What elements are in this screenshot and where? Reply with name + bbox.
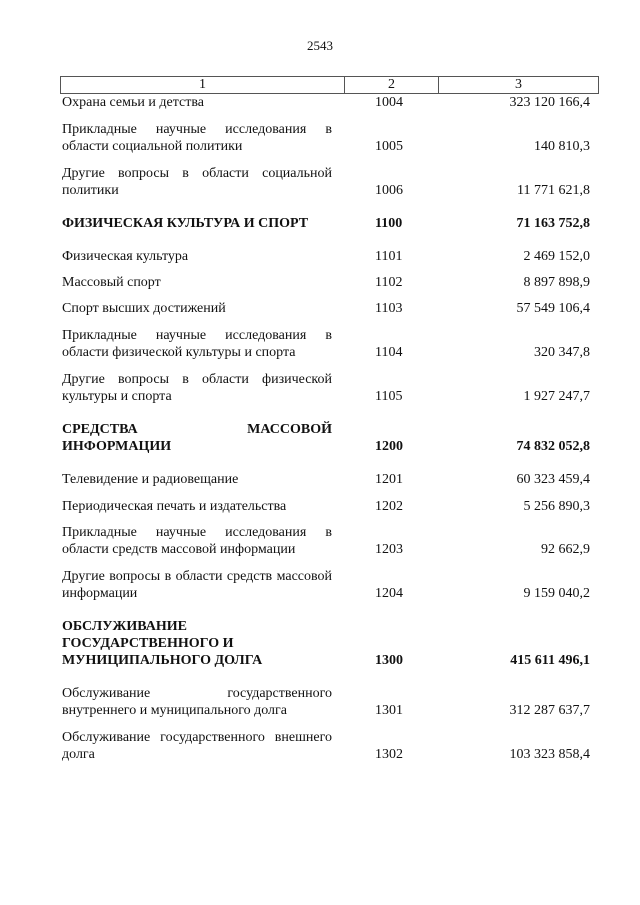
row-code: 1102 bbox=[375, 275, 403, 290]
row-code: 1101 bbox=[375, 249, 403, 264]
row-amount: 415 611 496,1 bbox=[510, 653, 590, 668]
row-name: Спорт высших достижений bbox=[62, 301, 226, 316]
row-code: 1201 bbox=[375, 472, 403, 487]
row-code: 1105 bbox=[375, 389, 403, 404]
row-name: Другие вопросы в области средств массовой информации bbox=[62, 569, 332, 601]
row-amount: 11 771 621,8 bbox=[517, 183, 590, 198]
row-name: Обслуживание государственного внутреннего и муниципального долга bbox=[62, 686, 332, 718]
row-name: Физическая культура bbox=[62, 249, 189, 264]
header-col-2: 2 bbox=[345, 77, 439, 93]
row-name: Охрана семьи и детства bbox=[62, 95, 204, 110]
row-code: 1204 bbox=[375, 586, 403, 601]
row-code: 1302 bbox=[375, 747, 403, 762]
row-amount: 1 927 247,7 bbox=[523, 389, 590, 404]
row-name: Прикладные научные исследования в области физической культуры и спорта bbox=[62, 328, 332, 360]
row-amount: 71 163 752,8 bbox=[516, 216, 590, 231]
row-amount: 323 120 166,4 bbox=[509, 95, 590, 110]
row-amount: 140 810,3 bbox=[534, 139, 590, 154]
row-code: 1006 bbox=[375, 183, 403, 198]
row-code: 1100 bbox=[375, 216, 403, 231]
row-code: 1103 bbox=[375, 301, 403, 316]
row-name: Массовый спорт bbox=[62, 275, 161, 290]
row-amount: 320 347,8 bbox=[534, 345, 590, 360]
row-amount: 9 159 040,2 bbox=[523, 586, 590, 601]
row-code: 1301 bbox=[375, 703, 403, 718]
row-amount: 2 469 152,0 bbox=[523, 249, 590, 264]
row-code: 1200 bbox=[375, 439, 403, 454]
row-amount: 60 323 459,4 bbox=[516, 472, 590, 487]
row-amount: 74 832 052,8 bbox=[516, 439, 590, 454]
row-name: Периодическая печать и издательства bbox=[62, 499, 287, 514]
row-amount: 8 897 898,9 bbox=[523, 275, 590, 290]
row-name: ФИЗИЧЕСКАЯ КУЛЬТУРА И СПОРТ bbox=[62, 216, 309, 231]
row-code: 1004 bbox=[375, 95, 403, 110]
row-name: СРЕДСТВА МАССОВОЙ ИНФОРМАЦИИ bbox=[62, 422, 332, 454]
page-number: 2543 bbox=[307, 38, 333, 53]
header-col-3: 3 bbox=[515, 77, 522, 92]
row-name: Другие вопросы в области социальной политики bbox=[62, 166, 332, 198]
row-name: ОБСЛУЖИВАНИЕ ГОСУДАРСТВЕННОГО И МУНИЦИПАЛЬНОГО ДОЛГА bbox=[62, 619, 263, 668]
row-code: 1104 bbox=[375, 345, 403, 360]
row-code: 1005 bbox=[375, 139, 403, 154]
row-code: 1203 bbox=[375, 542, 403, 557]
row-amount: 312 287 637,7 bbox=[509, 703, 590, 718]
row-amount: 5 256 890,3 bbox=[523, 499, 590, 514]
row-name: Обслуживание государственного внешнего долга bbox=[62, 730, 332, 762]
row-amount: 103 323 858,4 bbox=[509, 747, 590, 762]
header-col-1: 1 bbox=[61, 77, 345, 93]
row-name: Прикладные научные исследования в области социальной политики bbox=[62, 122, 332, 154]
row-code: 1300 bbox=[375, 653, 403, 668]
table-header bbox=[60, 76, 599, 94]
row-name: Телевидение и радиовещание bbox=[62, 472, 239, 487]
row-name: Прикладные научные исследования в области средств массовой информации bbox=[62, 525, 332, 557]
row-code: 1202 bbox=[375, 499, 403, 514]
row-name: Другие вопросы в области физической культуры и спорта bbox=[62, 372, 332, 404]
row-amount: 57 549 106,4 bbox=[516, 301, 590, 316]
row-amount: 92 662,9 bbox=[541, 542, 590, 557]
